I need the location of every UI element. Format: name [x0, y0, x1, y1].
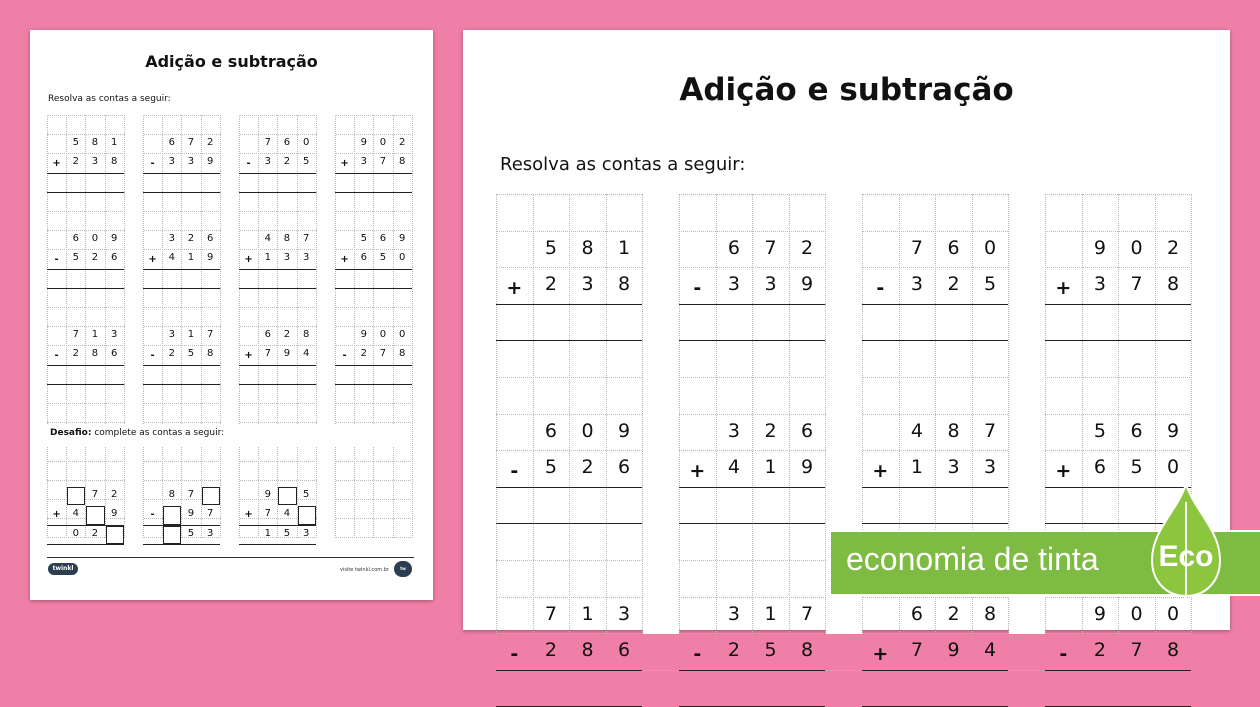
digit: 2 — [72, 156, 79, 168]
digit: 3 — [111, 329, 118, 341]
digit: 3 — [168, 156, 175, 168]
operator-sign: - — [1059, 643, 1068, 666]
answer-rule — [47, 192, 124, 193]
answer-rule — [239, 365, 316, 366]
digit: 0 — [1167, 602, 1180, 625]
answer-rule — [679, 523, 825, 524]
digit: 8 — [207, 348, 214, 360]
worksheet-thumbnail — [30, 30, 433, 600]
digit: 8 — [1167, 639, 1180, 662]
answer-rule — [47, 269, 124, 270]
problem-grid — [47, 115, 411, 538]
digit: 6 — [618, 639, 631, 662]
digit: 9 — [111, 233, 118, 245]
digit: 6 — [1130, 419, 1143, 442]
digit: 7 — [910, 236, 923, 259]
digit: 2 — [111, 489, 118, 501]
answer-rule — [496, 304, 642, 305]
digit: 2 — [187, 233, 195, 245]
digit: 7 — [544, 602, 557, 625]
digit: 6 — [618, 456, 631, 479]
footer-url: visite twinkl.com.br — [340, 567, 389, 573]
digit: 5 — [1093, 419, 1106, 442]
digit: 3 — [187, 156, 195, 168]
answer-rule — [1045, 670, 1191, 671]
digit: 6 — [910, 602, 923, 625]
answer-rule — [239, 192, 316, 193]
digit: 3 — [1093, 273, 1106, 296]
digit: 3 — [727, 419, 740, 442]
page-title-large: Adição e subtração — [679, 72, 1014, 108]
digit: 8 — [91, 137, 99, 149]
answer-rule — [335, 288, 412, 289]
answer-rule — [862, 304, 1008, 305]
digit: 8 — [581, 236, 594, 259]
digit: 8 — [801, 639, 814, 662]
digit: 9 — [618, 419, 631, 442]
digit: 5 — [72, 252, 79, 264]
digit: 8 — [1167, 273, 1180, 296]
answer-rule — [47, 173, 124, 174]
digit: 0 — [1167, 456, 1180, 479]
answer-rule — [143, 173, 220, 174]
operator-sign: - — [342, 350, 347, 362]
digit: 3 — [303, 252, 310, 264]
digit: 3 — [618, 602, 631, 625]
answer-rule — [496, 523, 642, 524]
digit: 9 — [283, 348, 291, 360]
digit: 8 — [984, 602, 997, 625]
digit: 7 — [801, 602, 814, 625]
digit: 6 — [207, 233, 214, 245]
digit: 3 — [168, 329, 175, 341]
digit: 0 — [379, 329, 387, 341]
page-title: Adição e subtração — [145, 52, 318, 71]
operator-sign: - — [150, 509, 155, 521]
digit: 0 — [984, 236, 997, 259]
digit: 9 — [264, 489, 271, 501]
eco-banner-text: economia de tinta — [846, 541, 1099, 577]
answer-rule — [335, 269, 412, 270]
answer-rule — [143, 269, 220, 270]
answer-rule — [335, 384, 412, 385]
digit: 6 — [544, 419, 557, 442]
operator-sign: - — [150, 350, 155, 362]
answer-rule — [143, 544, 220, 545]
twinkl-logo: twinkl — [48, 563, 78, 575]
digit: 5 — [764, 639, 777, 662]
digit: 2 — [581, 456, 594, 479]
digit: 6 — [111, 252, 118, 264]
digit: 1 — [91, 329, 99, 341]
digit: 2 — [207, 137, 214, 149]
digit: 3 — [207, 527, 214, 539]
digit: 2 — [283, 329, 291, 341]
digit: 7 — [187, 137, 195, 149]
challenge-text: complete as contas a seguir: — [91, 428, 225, 438]
answer-rule — [862, 523, 1008, 524]
digit: 7 — [207, 329, 214, 341]
digit: 0 — [1130, 602, 1143, 625]
digit: 2 — [360, 348, 367, 360]
instruction-text-large: Resolva as contas a seguir: — [500, 154, 746, 175]
digit: 3 — [764, 273, 777, 296]
digit: 2 — [91, 527, 99, 539]
digit: 3 — [947, 456, 960, 479]
digit: 9 — [360, 329, 367, 341]
digit: 9 — [1167, 419, 1180, 442]
answer-rule — [47, 384, 124, 385]
answer-rule — [862, 487, 1008, 488]
digit: 0 — [91, 233, 99, 245]
answer-rule — [47, 525, 124, 526]
digit: 8 — [303, 329, 310, 341]
digit: 1 — [764, 602, 777, 625]
digit: 7 — [1130, 639, 1143, 662]
operator-sign: - — [876, 277, 885, 300]
digit: 7 — [207, 508, 214, 520]
digit: 5 — [379, 252, 387, 264]
digit: 6 — [947, 236, 960, 259]
digit: 8 — [283, 233, 291, 245]
digit: 3 — [581, 273, 594, 296]
digit: 9 — [111, 508, 118, 520]
digit: 5 — [1130, 456, 1143, 479]
digit: 5 — [283, 527, 291, 539]
missing-digit-box — [298, 506, 316, 524]
digit: 3 — [910, 273, 923, 296]
digit: 2 — [1167, 236, 1180, 259]
digit: 1 — [111, 137, 118, 149]
gap-column — [221, 115, 239, 538]
digit: 1 — [764, 456, 777, 479]
digit: 4 — [910, 419, 923, 442]
gap-column — [125, 115, 143, 538]
digit: 1 — [618, 236, 631, 259]
digit: 2 — [168, 348, 175, 360]
digit: 5 — [187, 348, 195, 360]
digit: 9 — [207, 156, 214, 168]
gap-column — [643, 194, 679, 634]
operator-sign: + — [1055, 460, 1072, 483]
footer-divider — [47, 557, 414, 558]
digit: 7 — [379, 156, 387, 168]
digit: 2 — [727, 639, 740, 662]
digit: 8 — [618, 273, 631, 296]
answer-rule — [239, 173, 316, 174]
gap-column — [317, 115, 335, 538]
answer-rule — [1045, 340, 1191, 341]
missing-digit-box — [86, 506, 104, 524]
operator-sign: - — [693, 643, 702, 666]
eco-badge-text: Eco — [1158, 540, 1214, 573]
answer-rule — [47, 288, 124, 289]
digit: 2 — [764, 419, 777, 442]
digit: 7 — [984, 419, 997, 442]
answer-rule — [239, 384, 316, 385]
operator-sign: + — [872, 460, 889, 483]
digit: 7 — [1130, 273, 1143, 296]
digit: 5 — [187, 527, 195, 539]
digit: 0 — [581, 419, 594, 442]
digit: 5 — [544, 456, 557, 479]
answer-rule — [335, 192, 412, 193]
answer-rule — [143, 192, 220, 193]
digit: 0 — [303, 137, 310, 149]
answer-rule — [679, 670, 825, 671]
digit: 1 — [187, 252, 195, 264]
missing-digit-box — [163, 526, 181, 544]
operator-sign: - — [150, 158, 155, 170]
digit: 4 — [283, 508, 291, 520]
digit: 6 — [264, 329, 271, 341]
digit: 2 — [91, 252, 99, 264]
digit: 1 — [187, 329, 195, 341]
digit: 9 — [187, 508, 195, 520]
digit: 5 — [303, 489, 310, 501]
digit: 7 — [303, 233, 310, 245]
digit: 6 — [360, 252, 367, 264]
operator-sign: + — [244, 350, 253, 362]
answer-rule — [47, 544, 124, 545]
operator-sign: - — [246, 158, 251, 170]
digit: 8 — [581, 639, 594, 662]
missing-digit-box — [202, 487, 220, 505]
digit: 7 — [379, 348, 387, 360]
answer-rule — [143, 365, 220, 366]
operator-sign: + — [52, 158, 61, 170]
digit: 3 — [303, 527, 310, 539]
digit: 6 — [72, 233, 79, 245]
digit: 2 — [1093, 639, 1106, 662]
operator-sign: + — [148, 254, 157, 266]
digit: 9 — [801, 273, 814, 296]
answer-rule — [239, 269, 316, 270]
digit: 5 — [72, 137, 79, 149]
missing-digit-box — [67, 487, 85, 505]
digit: 5 — [984, 273, 997, 296]
digit: 5 — [544, 236, 557, 259]
digit: 3 — [91, 156, 99, 168]
grid-line — [412, 115, 413, 538]
digit: 7 — [91, 489, 99, 501]
answer-rule — [143, 384, 220, 385]
answer-rule — [679, 304, 825, 305]
answer-rule — [143, 525, 220, 526]
digit: 6 — [727, 236, 740, 259]
digit: 6 — [283, 137, 291, 149]
digit: 4 — [303, 348, 310, 360]
digit: 1 — [264, 252, 271, 264]
missing-digit-box — [106, 526, 124, 544]
answer-rule — [143, 288, 220, 289]
answer-rule — [862, 340, 1008, 341]
answer-rule — [239, 288, 316, 289]
digit: 2 — [399, 137, 406, 149]
digit: 6 — [379, 233, 387, 245]
operator-sign: + — [340, 254, 349, 266]
missing-digit-box — [278, 487, 296, 505]
answer-rule — [335, 365, 412, 366]
digit: 7 — [264, 348, 271, 360]
digit: 6 — [1093, 456, 1106, 479]
digit: 6 — [801, 419, 814, 442]
digit: 1 — [910, 456, 923, 479]
instruction-text: Resolva as contas a seguir: — [48, 94, 171, 104]
digit: 8 — [111, 156, 118, 168]
answer-rule — [679, 340, 825, 341]
digit: 3 — [283, 252, 291, 264]
digit: 7 — [910, 639, 923, 662]
digit: 6 — [168, 137, 175, 149]
challenge-heading — [50, 428, 224, 438]
digit: 7 — [264, 508, 271, 520]
digit: 8 — [91, 348, 99, 360]
digit: 9 — [1093, 602, 1106, 625]
digit: 0 — [1130, 236, 1143, 259]
answer-rule — [239, 525, 316, 526]
digit: 9 — [399, 233, 406, 245]
digit: 3 — [360, 156, 367, 168]
digit: 2 — [283, 156, 291, 168]
operator-sign: - — [54, 254, 59, 266]
digit: 9 — [947, 639, 960, 662]
digit: 5 — [360, 233, 367, 245]
answer-rule — [496, 487, 642, 488]
digit: 9 — [801, 456, 814, 479]
digit: 8 — [168, 489, 175, 501]
digit: 3 — [727, 602, 740, 625]
digit: 1 — [581, 602, 594, 625]
digit: 2 — [544, 639, 557, 662]
operator-sign: + — [340, 158, 349, 170]
answer-rule — [862, 670, 1008, 671]
digit: 1 — [264, 527, 271, 539]
digit: 8 — [399, 348, 406, 360]
digit: 5 — [303, 156, 310, 168]
twinkl-badge-icon: tw — [394, 561, 412, 577]
digit: 6 — [111, 348, 118, 360]
digit: 3 — [727, 273, 740, 296]
digit: 2 — [544, 273, 557, 296]
digit: 7 — [72, 329, 79, 341]
digit: 7 — [264, 137, 271, 149]
digit: 3 — [264, 156, 271, 168]
digit: 4 — [168, 252, 175, 264]
digit: 8 — [399, 156, 406, 168]
digit: 2 — [947, 273, 960, 296]
operator-sign: + — [52, 509, 61, 521]
answer-rule — [1045, 304, 1191, 305]
operator-sign: - — [54, 350, 59, 362]
operator-sign: - — [510, 643, 519, 666]
answer-rule — [496, 340, 642, 341]
digit: 2 — [72, 348, 79, 360]
operator-sign: - — [693, 277, 702, 300]
answer-rule — [496, 670, 642, 671]
answer-rule — [47, 365, 124, 366]
digit: 2 — [801, 236, 814, 259]
digit: 4 — [984, 639, 997, 662]
operator-sign: + — [244, 509, 253, 521]
digit: 9 — [207, 252, 214, 264]
operator-sign: - — [510, 460, 519, 483]
digit: 3 — [168, 233, 175, 245]
digit: 4 — [72, 508, 79, 520]
digit: 4 — [264, 233, 271, 245]
digit: 9 — [1093, 236, 1106, 259]
missing-digit-box — [163, 506, 181, 524]
digit: 0 — [399, 329, 406, 341]
digit: 0 — [379, 137, 387, 149]
digit: 0 — [72, 527, 79, 539]
answer-rule — [239, 544, 316, 545]
digit: 0 — [399, 252, 406, 264]
operator-sign: + — [689, 460, 706, 483]
digit: 9 — [360, 137, 367, 149]
digit: 4 — [727, 456, 740, 479]
digit: 2 — [947, 602, 960, 625]
answer-rule — [335, 173, 412, 174]
operator-sign: + — [1055, 277, 1072, 300]
digit: 3 — [984, 456, 997, 479]
answer-rule — [679, 487, 825, 488]
operator-sign: + — [872, 643, 889, 666]
digit: 7 — [764, 236, 777, 259]
challenge-bold: Desafio: — [50, 428, 92, 438]
digit: 8 — [947, 419, 960, 442]
operator-sign: + — [244, 254, 253, 266]
operator-sign: + — [506, 277, 523, 300]
digit: 7 — [187, 489, 195, 501]
